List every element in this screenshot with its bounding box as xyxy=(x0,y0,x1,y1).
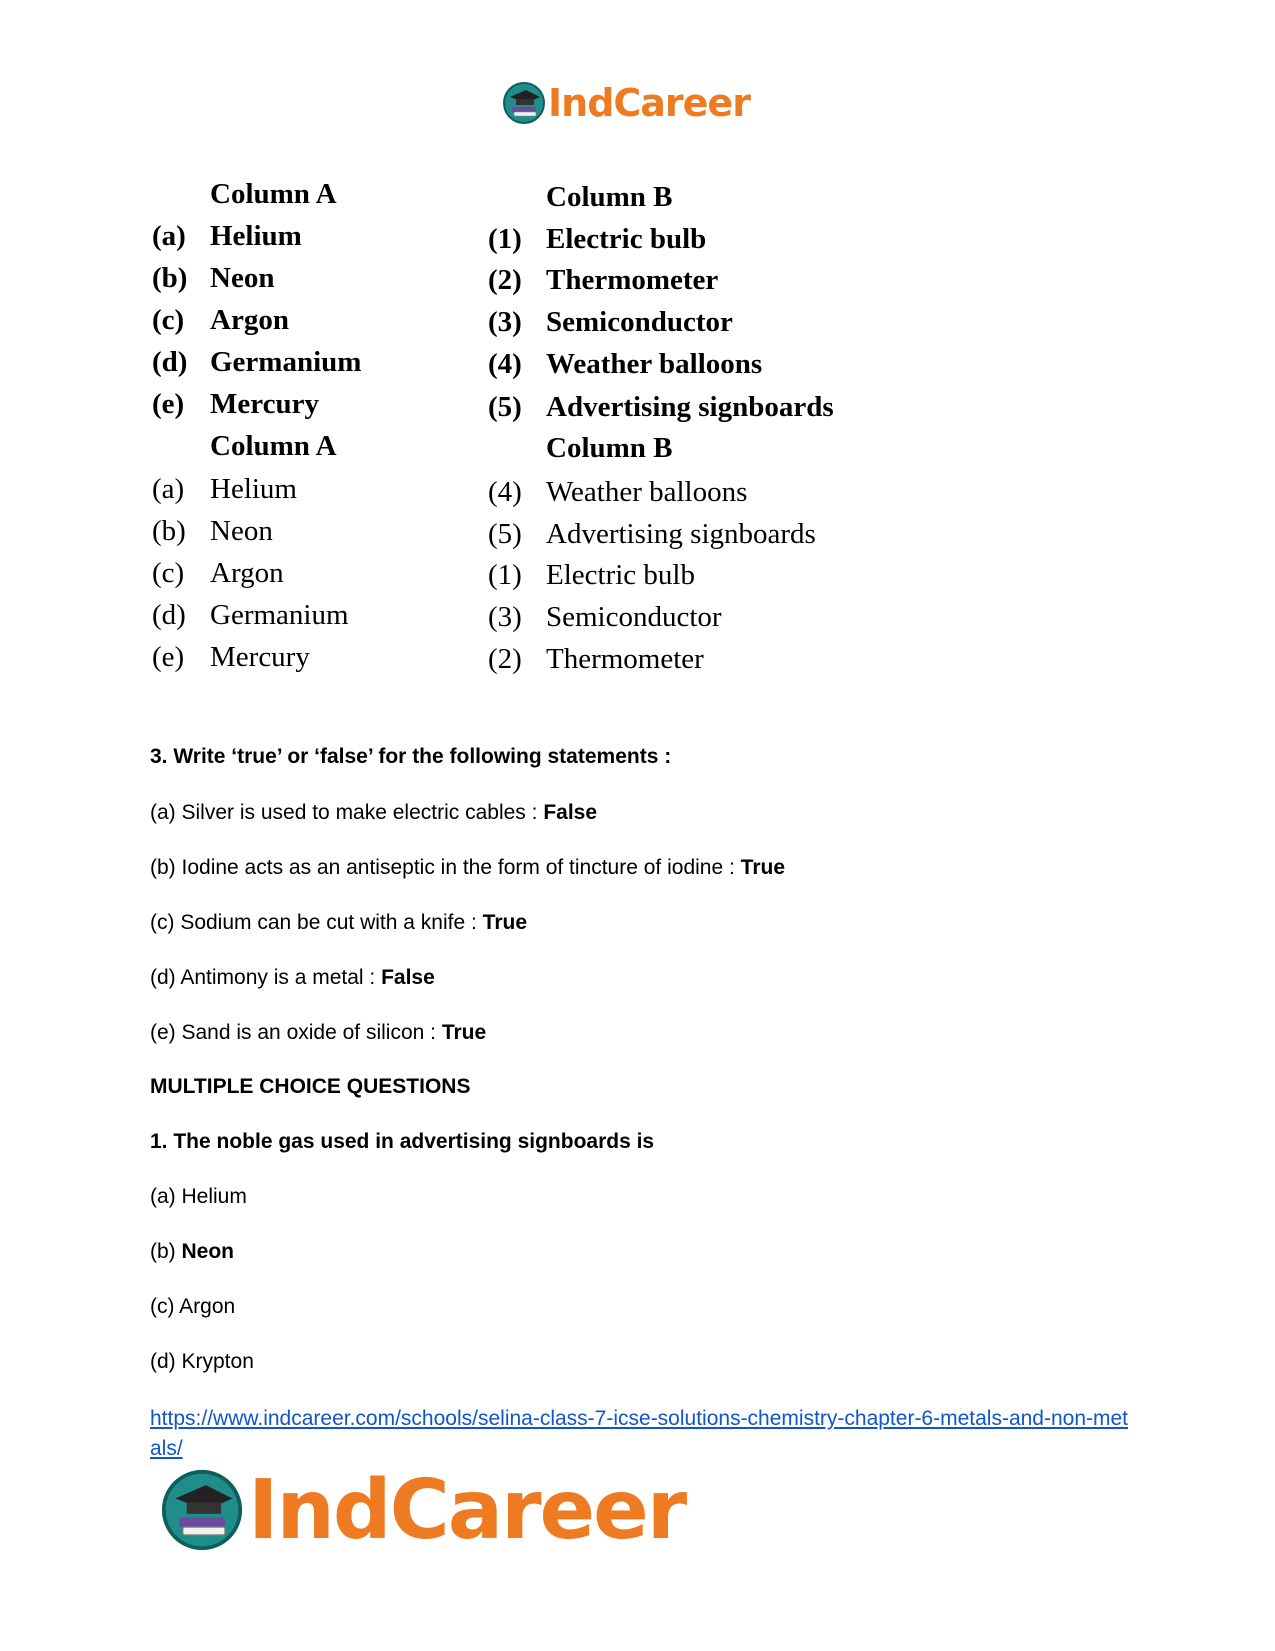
option-text: Argon xyxy=(179,1295,236,1318)
row-label-b: (4) xyxy=(488,476,522,508)
row-text-b: Semiconductor xyxy=(546,601,722,633)
row-label-b: (4) xyxy=(488,348,522,380)
column-b-header: Column B xyxy=(546,181,673,213)
option-label: (a) xyxy=(150,1185,182,1208)
row-text-b: Thermometer xyxy=(546,264,719,296)
row-label-a: (a) xyxy=(152,473,185,505)
option-text: Helium xyxy=(181,1185,247,1208)
true-false-item xyxy=(150,1021,486,1045)
row-label-b: (5) xyxy=(488,518,522,550)
indcareer-logo-top xyxy=(502,80,750,126)
row-text-b: Electric bulb xyxy=(546,559,695,591)
option-label: (c) xyxy=(150,1295,180,1318)
row-text-a: Mercury xyxy=(210,388,319,420)
row-text-a: Neon xyxy=(210,515,273,547)
mcq-option xyxy=(150,1185,247,1209)
row-label-a: (d) xyxy=(152,346,188,378)
row-label-b: (2) xyxy=(488,643,522,675)
graduation-cap-book-icon xyxy=(502,81,546,125)
option-label: (b) xyxy=(150,1240,182,1263)
statement-text: (e) Sand is an oxide of silicon : xyxy=(150,1021,442,1044)
statement-answer: False xyxy=(381,966,435,989)
option-text: Neon xyxy=(181,1240,234,1263)
true-false-item xyxy=(150,801,597,825)
row-label-a: (e) xyxy=(152,641,185,673)
row-text-a: Argon xyxy=(210,557,284,589)
mcq-option-correct xyxy=(150,1240,234,1264)
row-text-b: Thermometer xyxy=(546,643,704,675)
row-text-a: Germanium xyxy=(210,599,349,631)
row-label-b: (1) xyxy=(488,559,522,591)
row-label-a: (b) xyxy=(152,515,186,547)
row-text-b: Advertising signboards xyxy=(546,391,834,423)
true-false-item xyxy=(150,966,435,990)
row-text-a: Helium xyxy=(210,220,302,252)
row-text-a: Mercury xyxy=(210,641,310,673)
logo-wordmark: IndCareer xyxy=(548,81,750,125)
row-label-a: (d) xyxy=(152,599,186,631)
row-text-a: Neon xyxy=(210,262,275,294)
statement-text: (b) Iodine acts as an antiseptic in the form of tincture of iodine : xyxy=(150,856,741,879)
statement-text: (a) Silver is used to make electric cables : xyxy=(150,801,544,824)
logo-wordmark: IndCareer xyxy=(248,1462,686,1558)
row-label-a: (c) xyxy=(152,304,185,336)
column-b-header: Column B xyxy=(546,432,673,464)
row-label-a: (e) xyxy=(152,388,185,420)
mcq-question: 1. The noble gas used in advertising signboards is xyxy=(150,1130,655,1153)
statement-text: (c) Sodium can be cut with a knife : xyxy=(150,911,483,934)
mcq-option xyxy=(150,1295,235,1319)
option-label: (d) xyxy=(150,1350,182,1373)
row-label-a: (c) xyxy=(152,557,185,589)
row-text-a: Germanium xyxy=(210,346,362,378)
mcq-option xyxy=(150,1350,254,1374)
true-false-item xyxy=(150,856,785,880)
indcareer-logo-bottom xyxy=(160,1462,686,1558)
row-label-b: (3) xyxy=(488,306,522,338)
row-label-b: (2) xyxy=(488,264,522,296)
row-text-b: Advertising signboards xyxy=(546,518,816,550)
true-false-heading: 3. Write ‘true’ or ‘false’ for the following statements : xyxy=(150,745,672,768)
row-label-b: (5) xyxy=(488,391,522,423)
row-text-a: Argon xyxy=(210,304,289,336)
row-label-a: (b) xyxy=(152,262,188,294)
source-link[interactable]: https://www.indcareer.com/schools/selina-class-7-icse-solutions-chemistry-chapter-6-metals-and-non-metals/ xyxy=(150,1407,1129,1460)
row-text-b: Weather balloons xyxy=(546,476,748,508)
row-text-b: Semiconductor xyxy=(546,306,733,338)
mcq-section-title: MULTIPLE CHOICE QUESTIONS xyxy=(150,1075,471,1098)
graduation-cap-book-icon xyxy=(160,1468,244,1552)
row-text-b: Electric bulb xyxy=(546,223,707,255)
option-text: Krypton xyxy=(181,1350,254,1373)
statement-answer: True xyxy=(740,856,786,879)
row-label-a: (a) xyxy=(152,220,186,252)
statement-answer: True xyxy=(482,911,528,934)
statement-answer: True xyxy=(441,1021,487,1044)
true-false-item xyxy=(150,911,527,935)
column-a-header: Column A xyxy=(210,178,337,210)
row-label-b: (1) xyxy=(488,223,522,255)
statement-answer: False xyxy=(543,801,598,824)
row-text-b: Weather balloons xyxy=(546,348,763,380)
row-label-b: (3) xyxy=(488,601,522,633)
statement-text: (d) Antimony is a metal : xyxy=(150,966,382,989)
row-text-a: Helium xyxy=(210,473,297,505)
column-a-header: Column A xyxy=(210,430,337,462)
